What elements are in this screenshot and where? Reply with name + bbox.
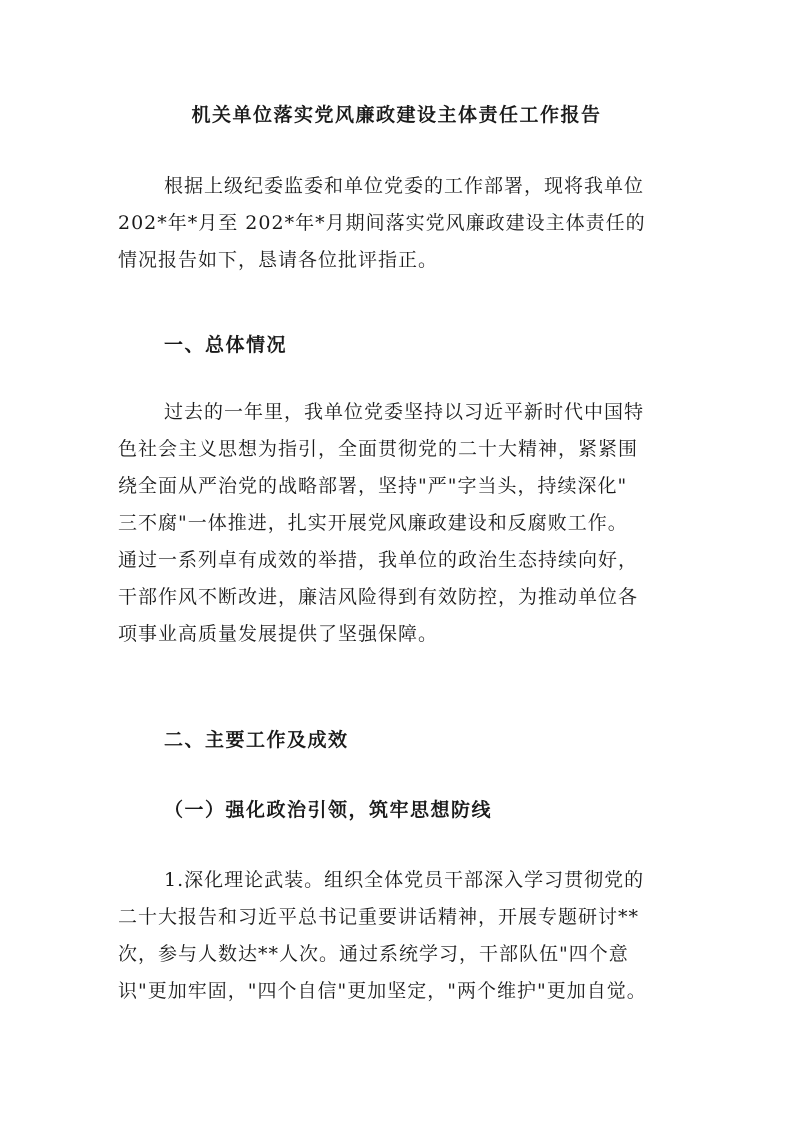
theory-line-1: 1.深化理论武装。组织全体党员干部深入学习贯彻党的	[164, 869, 645, 891]
overview-line-5: 通过一系列卓有成效的举措，我单位的政治生态持续向好，	[118, 549, 639, 571]
subsection-heading-political-guidance: （一）强化政治引领，筑牢思想防线	[164, 799, 493, 821]
overview-line-6: 干部作风不断改进，廉洁风险得到有效防控，为推动单位各	[118, 586, 639, 608]
overview-line-1: 过去的一年里，我单位党委坚持以习近平新时代中国特	[164, 401, 645, 423]
intro-line-2: 202*年*月至 202*年*月期间落实党风廉政建设主体责任的	[118, 212, 646, 234]
overview-line-3: 绕全面从严治党的战略部署，坚持"严"字当头，持续深化"	[118, 475, 628, 497]
theory-line-4: 识"更加牢固，"四个自信"更加坚定，"两个维护"更加自觉。	[118, 980, 647, 1002]
intro-paragraph	[118, 168, 678, 279]
document-title: 机关单位落实党风廉政建设主体责任工作报告	[191, 104, 602, 126]
intro-line-3: 情况报告如下，恳请各位批评指正。	[118, 249, 439, 271]
section-heading-main-work: 二、主要工作及成效	[164, 729, 349, 751]
section-heading-overview: 一、总体情况	[164, 334, 288, 356]
theory-paragraph	[118, 862, 678, 1010]
theory-line-3: 次，参与人数达**人次。通过系统学习，干部队伍"四个意	[118, 943, 629, 965]
overview-line-4: 三不腐"一体推进，扎实开展党风廉政建设和反腐败工作。	[118, 512, 628, 534]
theory-line-2: 二十大报告和习近平总书记重要讲话精神，开展专题研讨**	[118, 906, 640, 928]
intro-line-1: 根据上级纪委监委和单位党委的工作部署，现将我单位	[164, 175, 645, 197]
overview-line-2: 色社会主义思想为指引，全面贯彻党的二十大精神，紧紧围	[118, 438, 639, 460]
overview-paragraph	[118, 394, 678, 653]
overview-line-7: 项事业高质量发展提供了坚强保障。	[118, 623, 439, 645]
